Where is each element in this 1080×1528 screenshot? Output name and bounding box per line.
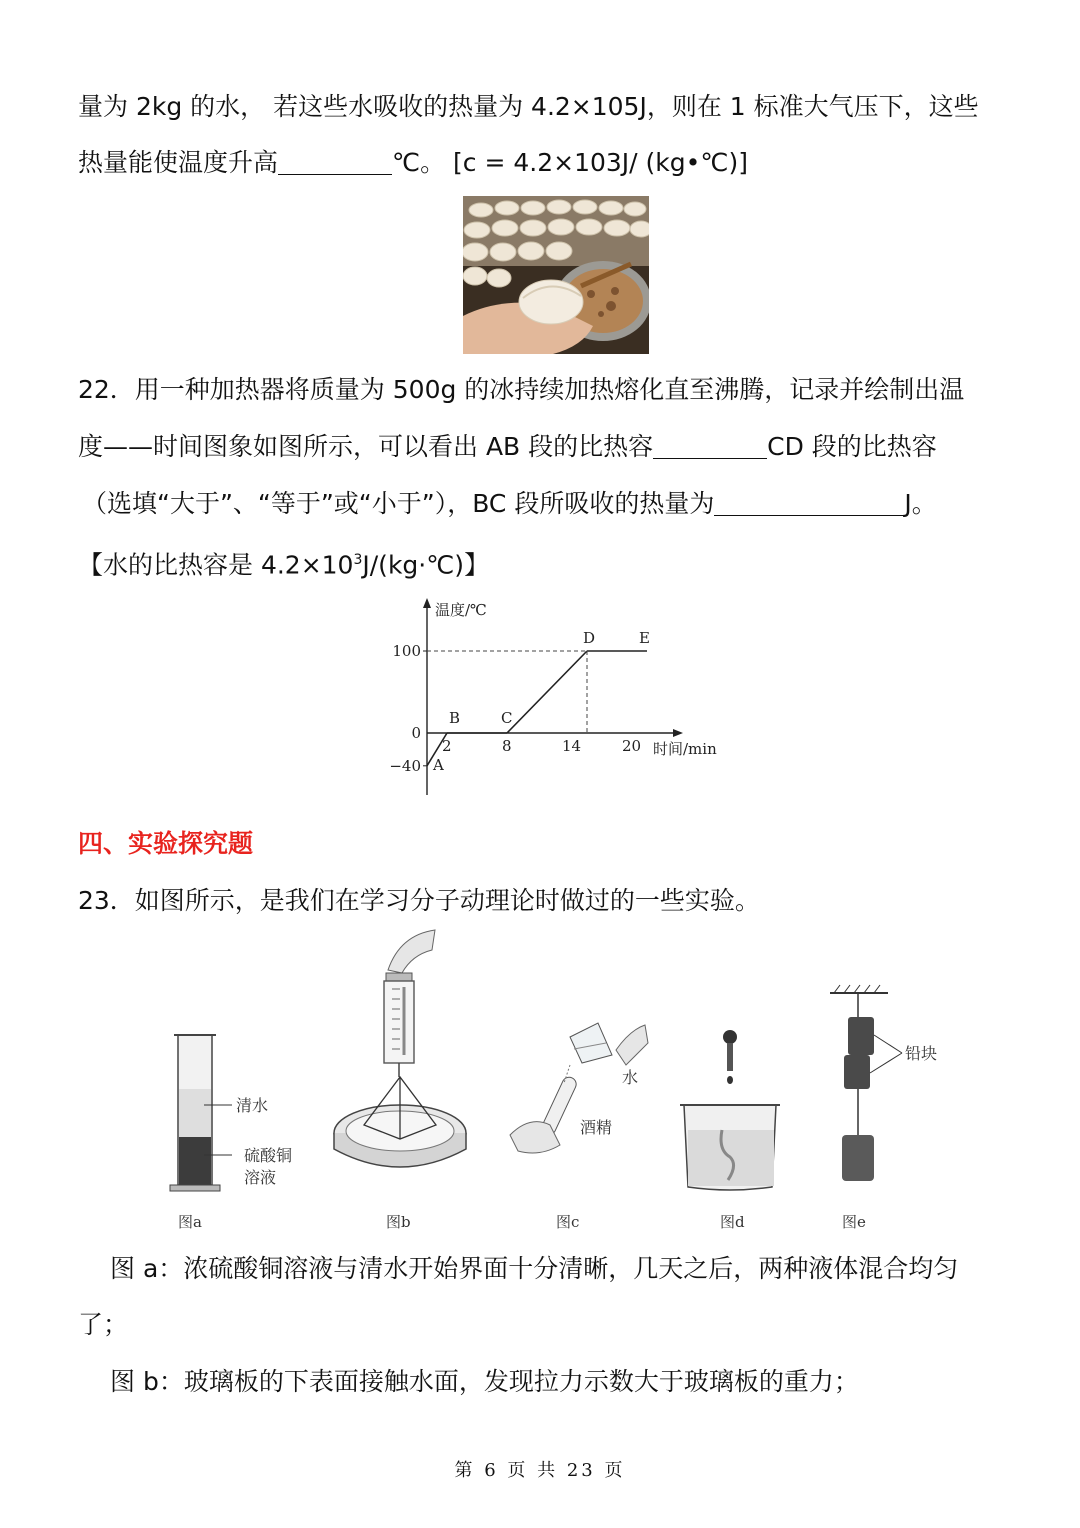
label-solution: 溶液	[244, 1168, 277, 1187]
q21-line-1: 量为 2kg 的水， 若这些水吸收的热量为 4.2×105J，则在 1 标准大气压下，这些	[78, 92, 979, 121]
y-axis-label: 温度/℃	[435, 601, 487, 619]
q22-line-3	[82, 486, 937, 522]
q21-line-2-tail: ℃。 [c = 4.2×103J/ (kg•℃)]	[392, 148, 748, 177]
y-tick-label-0: 100	[392, 642, 421, 660]
point-label-E: E	[639, 629, 650, 647]
q22-line-2	[78, 429, 937, 465]
point-label-B: B	[449, 709, 461, 727]
q22-line-3-text: （选填“大于”、“等于”或“小于”），BC 段所吸收的热量为	[82, 489, 715, 518]
label-copper-sulfate: 硫酸铜	[244, 1146, 293, 1165]
segment-CD	[507, 651, 587, 733]
label-water: 水	[622, 1068, 639, 1087]
label-alcohol: 酒精	[580, 1118, 613, 1137]
section-4-heading: 四、实验探究题	[78, 829, 254, 858]
chart-axes	[423, 598, 683, 795]
x-axis-label: 时间/min	[653, 740, 717, 758]
x-tick-label-3: 20	[622, 737, 642, 755]
caption-fig-b: 图b	[386, 1213, 411, 1231]
q22-line-4	[78, 542, 489, 583]
caption-fig-d: 图d	[720, 1213, 745, 1231]
q22-line-4-text: 【水的比热容是 4.2×10	[78, 550, 354, 580]
y-tick-label-2: −40	[389, 756, 421, 775]
point-label-A: A	[433, 755, 444, 774]
q21-answer-blank[interactable]	[278, 148, 392, 175]
figure-a-cylinder	[170, 1035, 232, 1191]
x-axis-arrow-icon	[673, 729, 683, 737]
figure-c-test-tube	[510, 1023, 648, 1153]
caption-fig-c: 图c	[556, 1213, 580, 1231]
x-tick-label-0: 2	[442, 737, 452, 755]
experiment-figures	[150, 925, 970, 1240]
q21-line-2	[78, 145, 748, 181]
figure-d-beaker	[680, 1030, 780, 1190]
temperature-time-chart	[385, 590, 730, 795]
caption-fig-e: 图e	[842, 1213, 866, 1231]
figure-b-spring-scale	[334, 930, 466, 1167]
figure-e-lead-blocks	[830, 985, 902, 1181]
page-footer: 第 6 页 共 23 页	[454, 1460, 626, 1481]
point-label-C: C	[501, 709, 513, 727]
chart-marks	[389, 629, 650, 775]
q23-desc-b: 图 b：玻璃板的下表面接触水面，发现拉力示数大于玻璃板的重力；	[110, 1367, 859, 1396]
dumplings-photo	[463, 196, 649, 354]
q23-desc-a-line-2: 了；	[78, 1310, 129, 1339]
q22-line-4-tail: J/(kg·℃)】	[362, 550, 490, 580]
q22-answer-blank-2[interactable]	[714, 489, 904, 516]
caption-fig-a: 图a	[178, 1213, 202, 1231]
q22-line-3-tail: J。	[904, 489, 937, 518]
q22-answer-blank-1[interactable]	[653, 432, 767, 459]
q23-desc-a-line-1: 图 a：浓硫酸铜溶液与清水开始界面十分清晰，几天之后，两种液体混合均匀	[110, 1254, 959, 1283]
y-axis-arrow-icon	[423, 598, 431, 608]
q22-line-2-text: 度——时间图象如图所示，可以看出 AB 段的比热容	[78, 432, 654, 461]
q21-line-2-text: 热量能使温度升高	[78, 148, 279, 177]
q22-line-1: 22．用一种加热器将质量为 500g 的冰持续加热熔化直至沸腾，记录并绘制出温	[78, 375, 965, 404]
x-tick-label-2: 14	[562, 737, 582, 755]
q22-line-4-exponent: 3	[353, 552, 363, 568]
label-clear-water: 清水	[236, 1096, 269, 1115]
q23-line-1: 23．如图所示，是我们在学习分子动理论时做过的一些实验。	[78, 886, 760, 915]
point-label-D: D	[583, 629, 596, 647]
y-tick-label-1: 0	[411, 724, 421, 742]
label-lead-block: 铅块	[905, 1044, 938, 1063]
x-tick-label-1: 8	[502, 737, 512, 755]
q22-line-2-tail: CD 段的比热容	[767, 432, 937, 461]
